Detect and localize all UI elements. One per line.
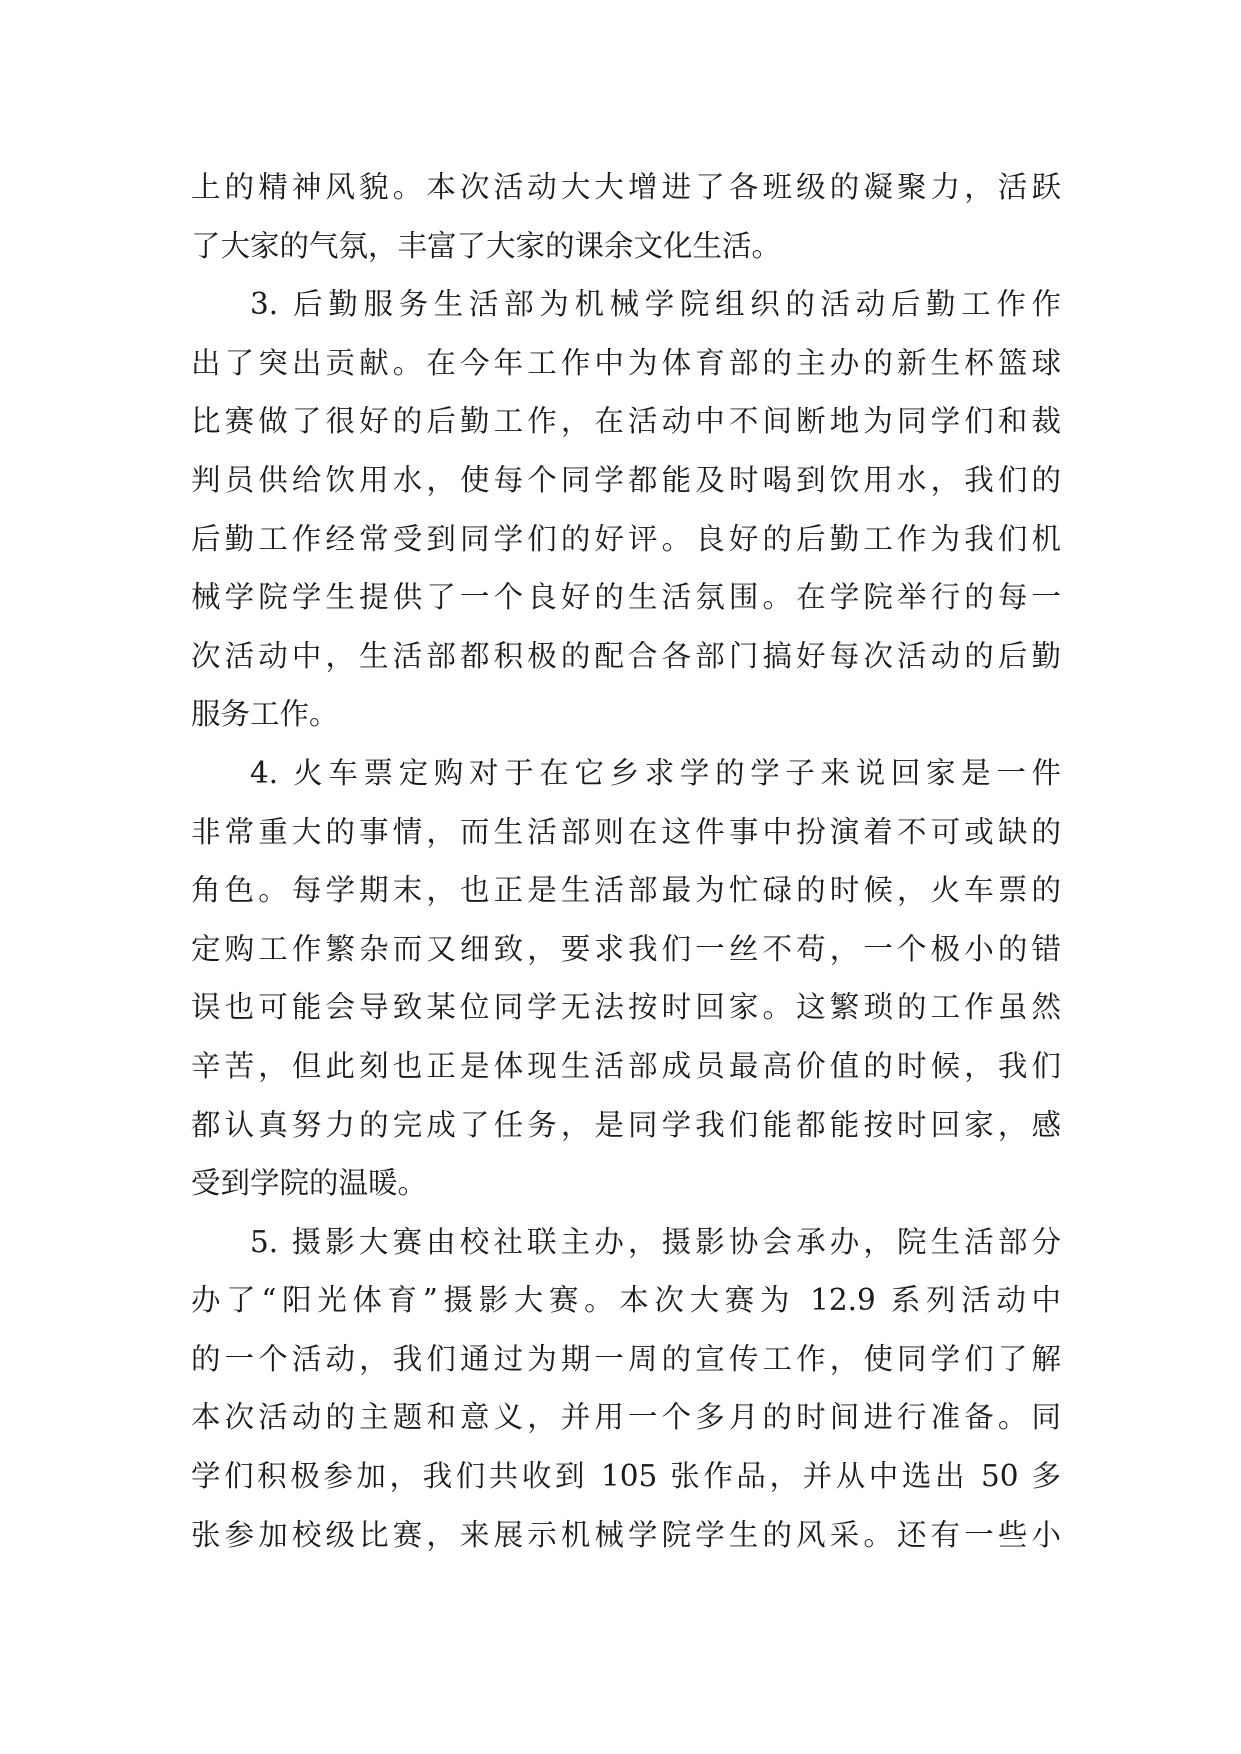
text-line: 办了“阳光体育”摄影大赛。本次大赛为 12.9 系列活动中	[191, 1283, 1061, 1318]
text-line: 后勤工作经常受到同学们的好评。良好的后勤工作为我们机	[191, 521, 1061, 556]
text-line: 受到学院的温暖。	[191, 1166, 428, 1201]
text-line: 比赛做了很好的后勤工作，在活动中不间断地为同学们和裁	[191, 404, 1061, 439]
text-line: 了大家的气氛，丰富了大家的课余文化生活。	[191, 228, 782, 263]
document-body	[191, 158, 1061, 1564]
text-line: 4. 火车票定购对于在它乡求学的学子来说回家是一件	[250, 755, 1061, 790]
text-line: 角色。每学期末，也正是生活部最为忙碌的时候，火车票的	[191, 873, 1061, 908]
text-line: 次活动中，生活部都积极的配合各部门搞好每次活动的后勤	[191, 638, 1061, 673]
text-line: 3. 后勤服务生活部为机械学院组织的活动后勤工作作	[250, 287, 1061, 322]
text-line: 械学院学生提供了一个良好的生活氛围。在学院举行的每一	[191, 580, 1061, 615]
paragraph-2	[191, 275, 1061, 744]
text-line: 判员供给饮用水，使每个同学都能及时喝到饮用水，我们的	[191, 462, 1061, 497]
text-line: 张参加校级比赛，来展示机械学院学生的风采。还有一些小	[191, 1517, 1061, 1552]
text-line: 上的精神风貌。本次活动大大增进了各班级的凝聚力，活跃	[191, 170, 1061, 204]
paragraph-4	[191, 1213, 1061, 1565]
paragraph-3	[191, 744, 1061, 1213]
text-line: 误也可能会导致某位同学无法按时回家。这繁琐的工作虽然	[191, 990, 1061, 1025]
text-line: 学们积极参加，我们共收到 105 张作品，并从中选出 50 多	[191, 1459, 1061, 1494]
text-line: 定购工作繁杂而又细致，要求我们一丝不苟，一个极小的错	[191, 931, 1061, 966]
text-line: 本次活动的主题和意义，并用一个多月的时间进行准备。同	[191, 1400, 1061, 1435]
text-line: 出了突出贡献。在今年工作中为体育部的主办的新生杯篮球	[191, 345, 1061, 380]
text-line: 5. 摄影大赛由校社联主办，摄影协会承办，院生活部分	[250, 1224, 1061, 1259]
text-line: 非常重大的事情，而生活部则在这件事中扮演着不可或缺的	[191, 814, 1061, 849]
text-line: 服务工作。	[191, 697, 339, 732]
paragraph-1	[191, 158, 1061, 275]
text-line: 辛苦，但此刻也正是体现生活部成员最高价值的时候，我们	[191, 1048, 1061, 1083]
text-line: 都认真努力的完成了任务，是同学我们能都能按时回家，感	[191, 1107, 1061, 1142]
text-line: 的一个活动，我们通过为期一周的宣传工作，使同学们了解	[191, 1341, 1061, 1376]
